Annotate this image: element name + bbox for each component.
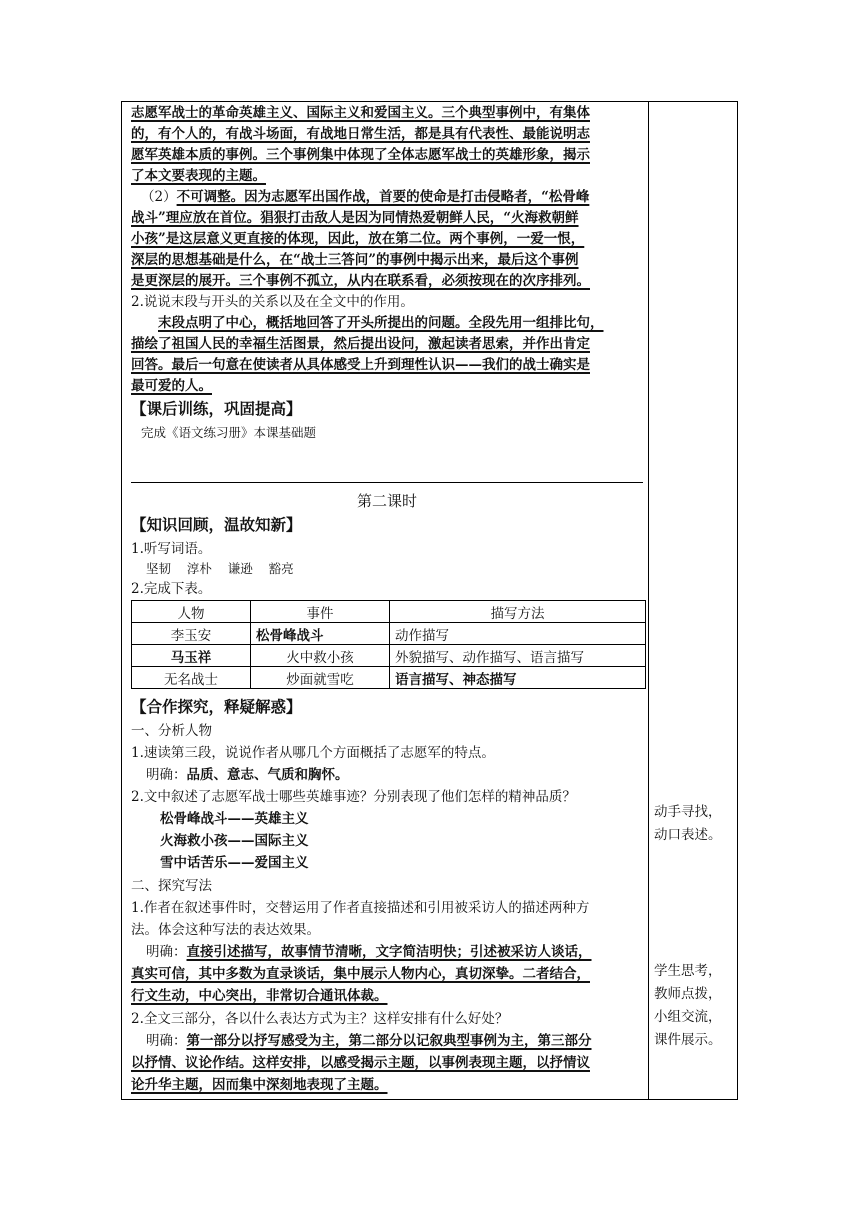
answer-line: 真实可信，其中多数为直录谈话，集中展示人物内心，真切深挚。二者结合， <box>131 966 590 982</box>
question: 2.文中叙述了志愿军战士哪些英雄事迹？分别表现了他们怎样的精神品质？ <box>131 789 576 805</box>
table-row <box>132 623 646 645</box>
activity-note: 动口表述。 <box>654 827 722 843</box>
table-cell: 语言描写、神态描写 <box>390 667 646 689</box>
horizontal-rule <box>131 482 643 483</box>
answer-label: 明确： <box>146 767 187 783</box>
answer-text: 不可调整。因为志愿军出国作战，首要的使命是打击侵略者，“松骨峰 <box>176 189 590 205</box>
lesson-title: 第二课时 <box>356 492 417 510</box>
answer-line: 描绘了祖国人民的幸福生活图景，然后提出设问，激起读者思索，并作出肯定 <box>131 336 590 352</box>
column-header: 描写方法 <box>390 601 646 623</box>
question: 2.完成下表。 <box>131 581 212 597</box>
answer-line: 末段点明了中心，概括地回答了开头所提出的问题。全段先用一组排比句， <box>158 315 604 331</box>
table-cell: 火中救小孩 <box>251 645 390 667</box>
subsection-title: 一、分析人物 <box>131 723 212 739</box>
table-cell: 动作描写 <box>390 623 646 645</box>
activity-note: 学生思考， <box>654 963 722 979</box>
answer-line: 行文生动，中心突出，非常切合通讯体裁。 <box>131 988 388 1004</box>
table-cell: 外貌描写、动作描写、语言描写 <box>390 645 646 667</box>
answer-text: 第一部分以抒写感受为主，第二部分以记叙典型事例为主，第三部分 <box>186 1033 592 1049</box>
answer-line <box>146 1031 592 1051</box>
activity-note: 小组交流， <box>654 1009 722 1025</box>
answer-line: 了本文要表现的主题。 <box>131 168 266 184</box>
answer-line: 愿军英雄本质的事例。三个事例集中体现了全体志愿军战士的英雄形象，揭示 <box>131 147 590 163</box>
column-header: 事件 <box>251 601 390 623</box>
column-header: 人物 <box>132 601 251 623</box>
table-header-row <box>132 601 646 623</box>
practice-text: 完成《语文练习册》本课基础题 <box>141 425 317 440</box>
answer-text: 品质、意志、气质和胸怀。 <box>186 767 349 783</box>
answer-line: 雪中话苦乐——爱国主义 <box>160 855 309 871</box>
table-cell: 松骨峰战斗 <box>251 623 390 645</box>
activity-note: 课件展示。 <box>654 1032 722 1048</box>
answer-line <box>146 765 349 785</box>
answer-line: 论升华主题，因而集中深刻地表现了主题。 <box>131 1077 388 1093</box>
answer-line: 最可爱的人。 <box>131 378 212 394</box>
answer-label: 明确： <box>146 944 187 960</box>
activity-note: 动手寻找， <box>654 804 722 820</box>
section-heading: 【合作探究，释疑解惑】 <box>131 698 302 716</box>
item-number: （2） <box>141 189 177 205</box>
section-heading: 【课后训练，巩固提高】 <box>131 400 302 418</box>
question: 1.听写词语。 <box>131 541 212 557</box>
answer-line: 深层的思想基础是什么，在“战士三答问”的事例中揭示出来，最后这个事例 <box>131 252 579 268</box>
question: 1.作者在叙述事件时，交替运用了作者直接描述和引用被采访人的描述两种方 <box>131 900 590 916</box>
table-cell: 李玉安 <box>132 623 251 645</box>
table-cell: 马玉祥 <box>132 645 251 667</box>
answer-line <box>146 942 592 962</box>
table-cell: 炒面就雪吃 <box>251 667 390 689</box>
answer-line: 回答。最后一句意在使读者从具体感受上升到理性认识——我们的战士确实是 <box>131 357 590 373</box>
answer-line: 的，有个人的，有战斗场面，有战地日常生活，都是具有代表性、最能说明志 <box>131 126 590 142</box>
dictation-words: 坚韧 淳朴 谦逊 豁亮 <box>146 561 294 576</box>
answer-line: 火海救小孩——国际主义 <box>160 833 309 849</box>
answer-text: 直接引述描写，故事情节清晰，文字简洁明快；引述被采访人谈话， <box>186 944 592 960</box>
question: 2.说说末段与开头的关系以及在全文中的作用。 <box>131 294 414 310</box>
answer-line: 是更深层的展开。三个事例不孤立，从内在联系看，必须按现在的次序排列。 <box>131 273 590 289</box>
answer-line: 战斗”理应放在首位。猖狠打击敌人是因为同情热爱朝鲜人民，“火海救朝鲜 <box>131 210 579 226</box>
answer-line: 以抒情、议论作结。这样安排，以感受揭示主题，以事例表现主题，以抒情议 <box>131 1055 590 1071</box>
question: 法。体会这种写法的表达效果。 <box>131 922 320 938</box>
answer-line <box>141 187 589 207</box>
section-heading: 【知识回顾，温故知新】 <box>131 516 302 534</box>
answer-label: 明确： <box>146 1033 187 1049</box>
answer-line: 小孩”是这层意义更直接的体现，因此，放在第二位。两个事例，一爱一恨， <box>131 231 585 247</box>
answer-line: 志愿军战士的革命英雄主义、国际主义和爱国主义。三个典型事例中，有集体 <box>131 105 590 121</box>
character-table <box>131 600 646 689</box>
subsection-title: 二、探究写法 <box>131 878 212 894</box>
table-row <box>132 667 646 689</box>
answer-line: 松骨峰战斗——英雄主义 <box>160 811 309 827</box>
column-divider <box>648 101 649 1100</box>
question: 2.全文三部分，各以什么表达方式为主？这样安排有什么好处？ <box>131 1011 509 1027</box>
question: 1.速读第三段，说说作者从哪几个方面概括了志愿军的特点。 <box>131 745 495 761</box>
table-cell: 无名战士 <box>132 667 251 689</box>
activity-note: 教师点拨， <box>654 986 722 1002</box>
table-row <box>132 645 646 667</box>
